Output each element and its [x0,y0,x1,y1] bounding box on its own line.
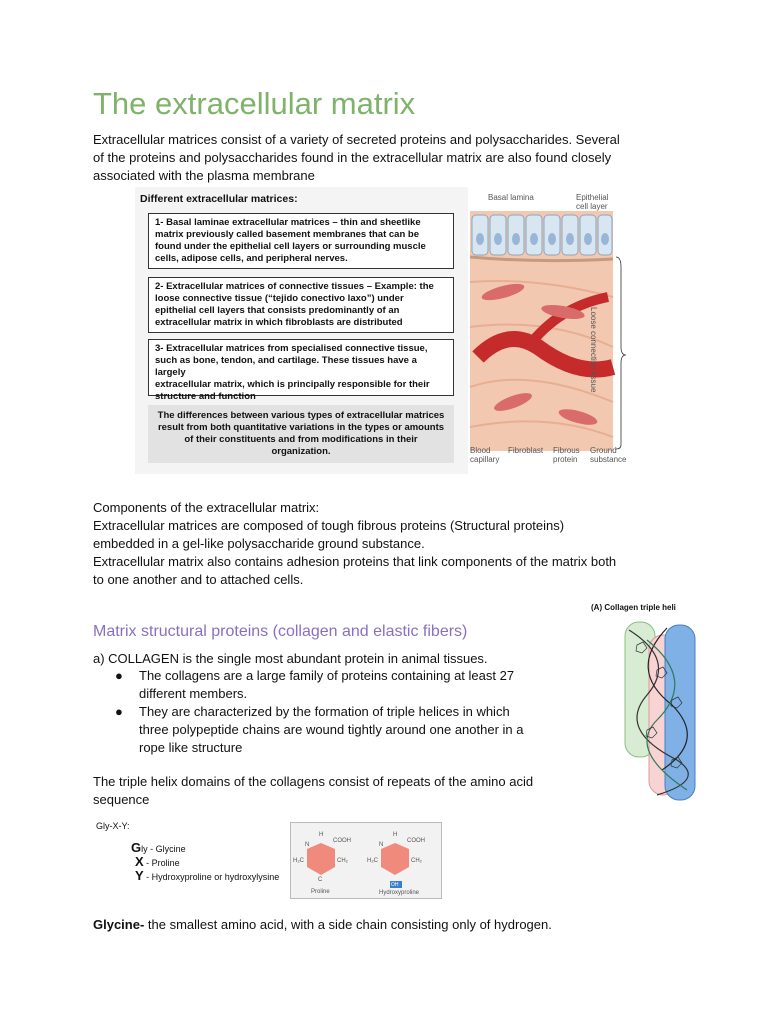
section-heading: Matrix structural proteins (collagen and elastic fibers) [93,623,468,640]
label-fibrous-protein: Fibrous protein [553,446,580,464]
label-ground-substance: Ground substance [590,446,627,464]
connective-tissue-illustration [468,187,635,474]
label-fibroblast: Fibroblast [508,446,544,455]
bullet-icon: ● [115,668,123,683]
components-line: Extracellular matrix also contains adhesion proteins that link components of the matrix both [93,554,617,569]
matrix-type-box-3: 3- Extracellular matrices from specialised connective tissue, such as bone, tendon, and cartilage. These tissues have a largely extracellular matrix, which is principally responsible for their structure and function [148,339,454,396]
hydroxyproline-label: Hydroxyproline [379,890,420,896]
matrix-type-box-2: 2- Extracellular matrices of connective tissues – Example: the loose connective tissue (“tejido conectivo laxo”) under epithelial cell layers that consists predominantly of an extracellular matrix in which fibroblasts are distributed [148,277,454,333]
figure-caption: (A) Collagen triple heli [591,603,676,612]
intro-paragraph [93,131,620,185]
triple-helix-drawing [587,600,763,805]
helix-paragraph: The triple helix domains of the collagens consist of repeats of the amino acid sequence [93,774,534,807]
matrix-differences-note: The differences between various types of extracellular matrices result from both quantitative variations in the types or amounts of their constituents and from modifications in their organization. [148,405,454,463]
matrix-type-box-1: 1- Basal laminae extracellular matrices – thin and sheetlike matrix previously called basement membranes that can be found under the epithelial cell layers or surrounding muscle cells, adipose cells, and peripheral nerves. [148,213,454,269]
intro-line: Extracellular matrices consist of a variety of secreted proteins and polysaccharides. Several [93,132,620,147]
h2c-label: H₂C [367,858,378,864]
page-title: The extracellular matrix [93,86,416,121]
components-line: Components of the extracellular matrix: [93,500,320,515]
n-label: N [305,842,310,848]
components-line: Extracellular matrices are composed of tough fibrous proteins (Structural proteins) [93,518,565,533]
tissue-drawing [468,187,635,474]
glycine-definition: the smallest amino acid, with a side chain consisting only of hydrogen. [144,917,552,932]
label-loose-connective-tissue: Loose connective tissue [589,307,598,393]
collagen-intro: a) COLLAGEN is the single most abundant protein in animal tissues. [93,651,488,666]
components-line: embedded in a gel-like polysaccharide ground substance. [93,536,425,551]
list-item: ● The collagens are a large family of proteins containing at least 27 different members. [115,668,515,701]
components-line: to one another and to attached cells. [93,572,304,587]
proline-label: Proline [311,889,330,895]
collagen-bullet-list [93,667,568,757]
components-paragraph [93,499,616,589]
glycine-legend: Gly - Glycine [131,840,186,855]
c-label: C [318,877,323,883]
label-blood-capillary: Blood capillary [470,446,500,464]
ring-structures-panel [290,822,442,899]
list-item: ● They are characterized by the formation of triple helices in which three polypeptide chains are wound tightly around one another in a rope like structure [115,704,524,755]
hydroxyproline-legend: Y - Hydroxyproline or hydroxylysine [135,868,280,883]
sequence-formula: Gly-X-Y: [96,821,130,831]
label-epithelial: Epithelial cell layer [576,193,609,211]
glycine-paragraph [93,916,552,934]
ch2-label: CH₂ [337,858,348,864]
gly-x-y-figure [93,818,448,898]
bullet-icon: ● [115,704,123,719]
label-basal-lamina: Basal lamina [488,193,534,202]
h-label: H [393,832,398,838]
h-label: H [319,832,324,838]
glycine-term: Glycine- [93,917,145,932]
collagen-triple-helix-figure [587,600,763,805]
oh-label: OH [391,882,399,888]
cooh-label: COOH [333,838,351,844]
n-label: N [379,842,384,848]
cooh-label: COOH [407,838,425,844]
ch2-label: CH₂ [411,858,422,864]
proline-legend: X - Proline [135,854,180,869]
extracellular-matrix-figure [135,187,635,474]
intro-line: associated with the plasma membrane [93,168,315,183]
figure-heading: Different extracellular matrices: [140,193,298,205]
intro-line: of the proteins and polysaccharides found in the extracellular matrix are also found closely [93,150,612,165]
h2c-label: H₂C [293,858,304,864]
